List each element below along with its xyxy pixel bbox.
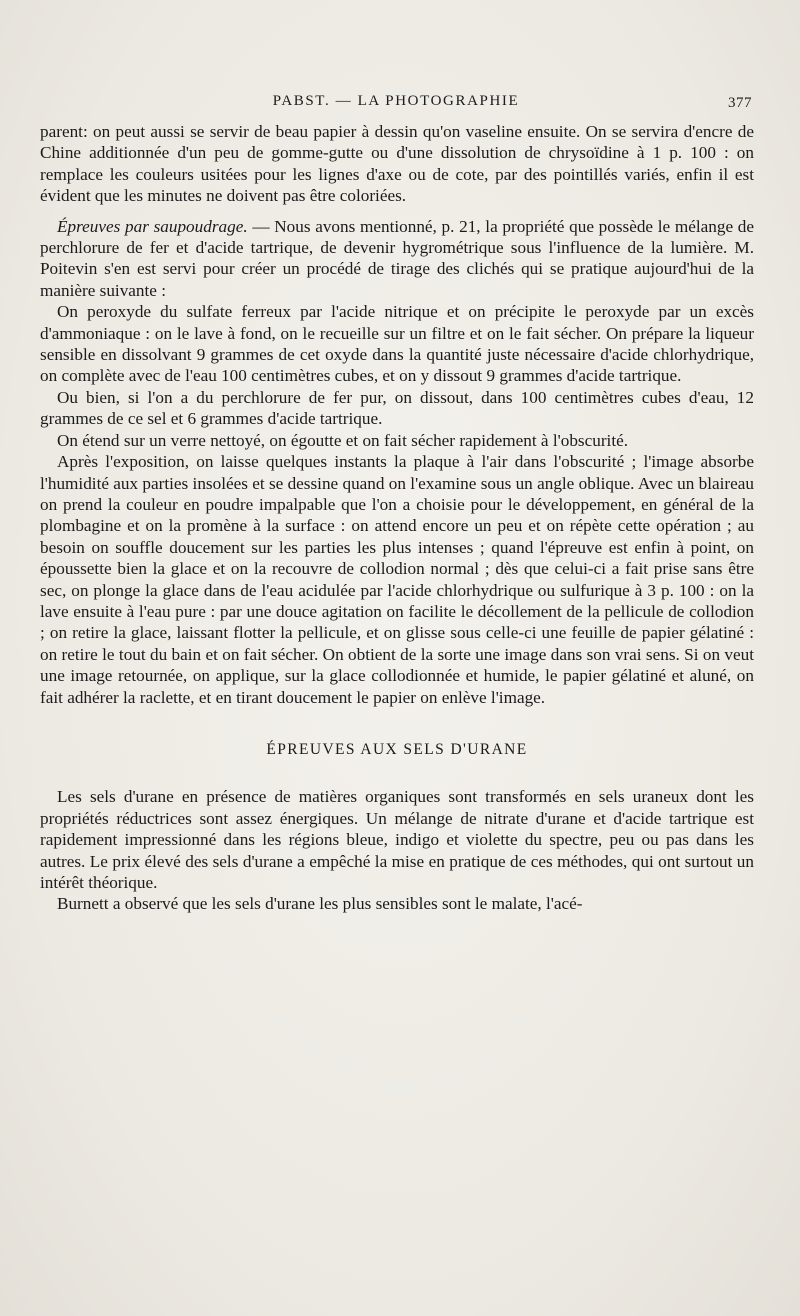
running-title: PABST. — LA PHOTOGRAPHIE <box>272 93 520 109</box>
paragraph: On peroxyde du sulfate ferreux par l'acide nitrique et on précipite le peroxyde par un excès d'ammoniaque : on le lave à fond, on le recueille sur un filtre et on le fait sécher. On prépare la liqueur sensible en dissolvant 9 grammes de cet oxyde dans la quantité juste nécessaire d'acide chlorhydrique, on complète avec de l'eau 100 centimètres cubes, et on y dissout 9 grammes d'acide tartrique. <box>40 302 754 386</box>
paragraph-lead: Épreuves par saupoudrage. <box>57 216 248 236</box>
paragraph: Les sels d'urane en présence de matières organiques sont transformés en sels uraneux dont les propriétés réductrices sont assez énergiques. Un mélange de nitrate d'urane et d'acide tartrique est rapidement impressionné dans les régions bleue, indigo et violette du spectre, peu ou pas dans les autres. Le prix élevé des sels d'urane a empêché la mise en pratique de ces méthodes, qui ont surtout un intérêt théorique. <box>40 787 754 892</box>
paragraph: On étend sur un verre nettoyé, on égoutte et on fait sécher rapidement à l'obscurité. <box>57 430 629 450</box>
paragraph: Après l'exposition, on laisse quelques instants la plaque à l'air dans l'obscurité ; l'image absorbe l'humidité aux parties insolées et se dessine quand on l'examine sous un angle oblique. Avec un blaireau on prend la couleur en poudre impalpable que l'on a choisie pour le développement, en général de la plombagine et on la promène à la surface : on attend encore un peu et on répète cette opération ; au besoin on souffle doucement sur les parties les plus intenses ; quand l'épreuve est enfin à point, on époussette bien la glace et on la recouvre de collodion normal ; dès que celui-ci a fait prise sans être sec, on plonge la glace dans de l'eau acidulée par l'acide chlorhydrique ou sulfurique à 3 p. 100 : on la lave ensuite à l'eau pure : par une douce agitation on facilite le décollement de la pellicule de collodion ; on retire la glace, laissant flotter la pellicule, et on glisse sous celle-ci une feuille de papier gélatiné : on retire le tout du bain et on fait sécher. On obtient de la sorte une image dans son vrai sens. Si on veut une image retournée, on applique, sur la glace collodionnée et humide, le papier gélatiné et aluné, on fait adhérer la raclette, et en tirant doucement le papier on enlève l'image. <box>40 452 754 707</box>
section-title: ÉPREUVES AUX SELS D'URANE <box>266 740 528 758</box>
paragraph <box>40 216 754 302</box>
paragraph-text: — Nous avons mentionné, p. 21, la propriété que possède le mélange de perchlorure de fer et d'acide tartrique, de devenir hygrométrique sous l'influence de la lumière. M. Poitevin s'en est servi pour créer un procédé de tirage des clichés qui se pratique aujourd'hui de la manière suivante : <box>40 216 754 300</box>
page-header <box>40 88 752 114</box>
body-text <box>40 121 754 915</box>
paragraph: Ou bien, si l'on a du perchlorure de fer pur, on dissout, dans 100 centimètres cubes d'eau, 12 grammes de ce sel et 6 grammes d'acide tartrique. <box>40 387 754 429</box>
page-number: 377 <box>728 95 752 111</box>
paragraph: parent: on peut aussi se servir de beau papier à dessin qu'on vaseline ensuite. On se servira d'encre de Chine additionnée d'un peu de gomme-gutte ou d'une dissolution de chrysoïdine à 1 p. 100 : on remplace les couleurs usitées pour les lignes d'axe ou de cote, par des pointillés variés, enfin il est évident que les minutes ne doivent pas être coloriées. <box>40 122 754 206</box>
paragraph: Burnett a observé que les sels d'urane les plus sensibles sont le malate, l'acé- <box>57 894 583 914</box>
